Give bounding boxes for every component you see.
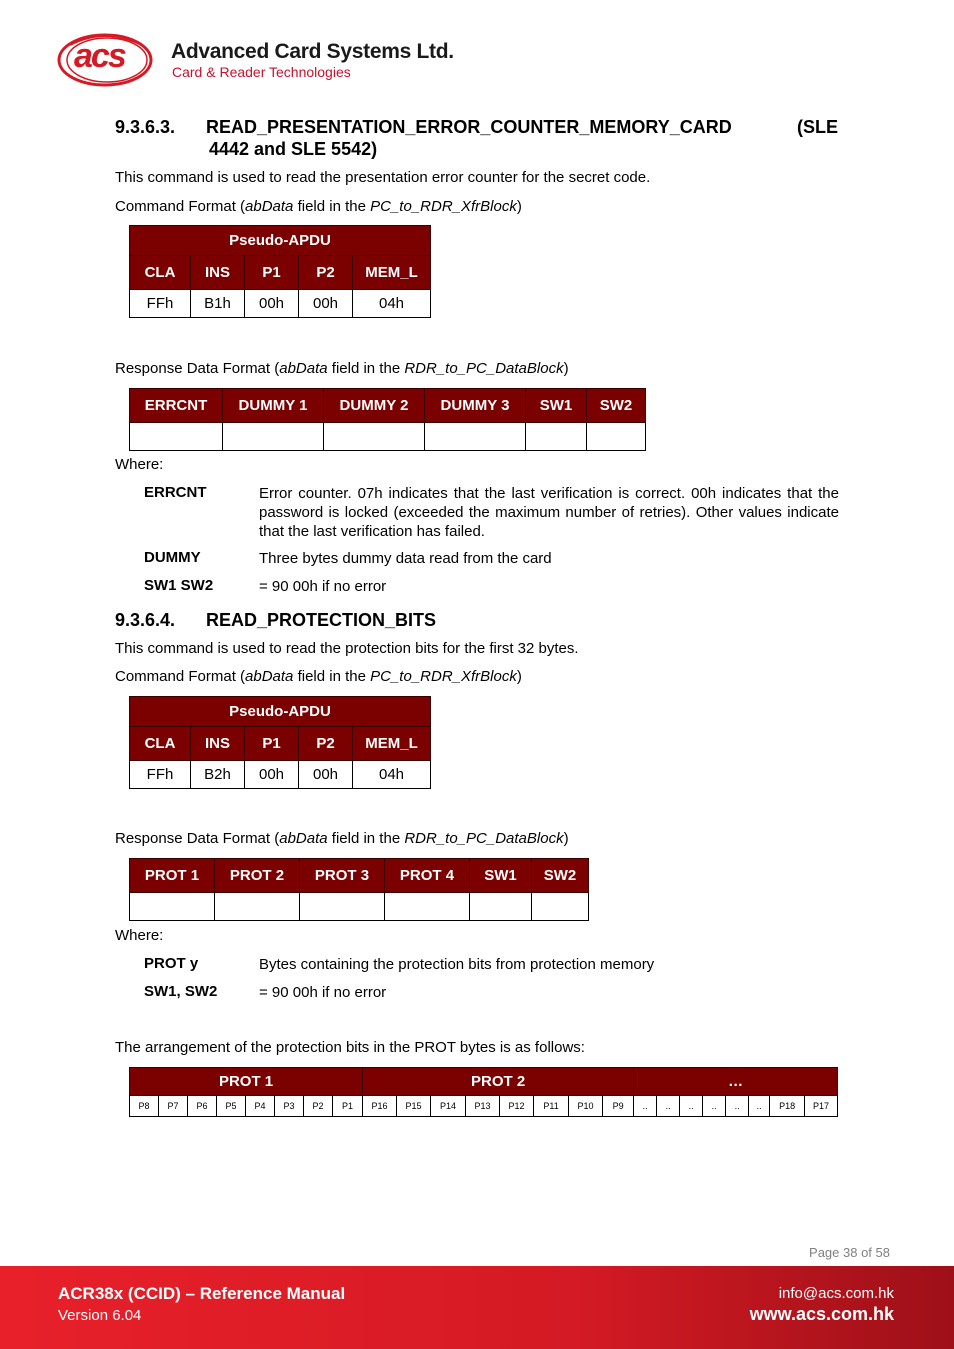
def-term: SW1 SW2 xyxy=(144,577,214,594)
response-table xyxy=(129,858,589,921)
response-table xyxy=(129,388,646,451)
bit-cell: .. xyxy=(680,1096,703,1117)
bit-cell: P14 xyxy=(431,1096,466,1117)
response-cell xyxy=(532,893,589,921)
resp-field: abData xyxy=(279,360,328,377)
cmd-prefix: Command Format ( xyxy=(115,668,246,685)
def-term: ERRCNT xyxy=(144,484,207,501)
bit-cell: .. xyxy=(726,1096,749,1117)
apdu-value: 00h xyxy=(245,761,299,789)
apdu-title: Pseudo-APDU xyxy=(130,697,431,727)
response-cell xyxy=(425,423,526,451)
cmd-prefix: Command Format ( xyxy=(115,198,246,215)
response-header: SW1 xyxy=(470,859,532,893)
response-format-label xyxy=(115,360,569,377)
resp-suffix: ) xyxy=(563,830,569,847)
response-header: DUMMY 3 xyxy=(425,389,526,423)
def-desc: Bytes containing the protection bits from protection memory xyxy=(259,956,655,973)
apdu-table xyxy=(129,225,431,318)
bit-cell: P2 xyxy=(304,1096,333,1117)
apdu-value: B1h xyxy=(191,290,245,318)
apdu-value: 04h xyxy=(353,290,431,318)
footer-title: ACR38x (CCID) – Reference Manual xyxy=(58,1284,346,1303)
cmd-mid: field in the xyxy=(293,198,371,215)
response-header: PROT 4 xyxy=(385,859,470,893)
response-header: SW2 xyxy=(532,859,589,893)
apdu-value: 00h xyxy=(245,290,299,318)
response-cell xyxy=(470,893,532,921)
bits-header: … xyxy=(634,1068,838,1096)
where-label: Where: xyxy=(115,456,164,473)
section-intro: This command is used to read the presentation error counter for the secret code. xyxy=(115,169,651,186)
cmd-field: abData xyxy=(245,668,294,685)
response-header: PROT 2 xyxy=(215,859,300,893)
resp-mid: field in the xyxy=(327,360,405,377)
bit-cell: P13 xyxy=(466,1096,500,1117)
bit-cell: .. xyxy=(749,1096,770,1117)
company-name: Advanced Card Systems Ltd. xyxy=(171,40,454,63)
resp-suffix: ) xyxy=(563,360,569,377)
response-header: DUMMY 2 xyxy=(324,389,425,423)
bits-row xyxy=(130,1096,838,1117)
section-intro: This command is used to read the protection bits for the first 32 bytes. xyxy=(115,640,579,657)
bit-cell: P7 xyxy=(159,1096,188,1117)
bit-cell: P16 xyxy=(363,1096,397,1117)
response-cell xyxy=(385,893,470,921)
cmd-suffix: ) xyxy=(516,668,522,685)
apdu-table xyxy=(129,696,431,789)
bit-cell: P9 xyxy=(603,1096,634,1117)
resp-prefix: Response Data Format ( xyxy=(115,360,280,377)
apdu-header: P2 xyxy=(299,256,353,290)
resp-field: abData xyxy=(279,830,328,847)
def-desc: = 90 00h if no error xyxy=(259,578,387,595)
bit-cell: P5 xyxy=(217,1096,246,1117)
apdu-value: 00h xyxy=(299,290,353,318)
resp-block: RDR_to_PC_DataBlock xyxy=(404,360,564,377)
command-format-label xyxy=(115,668,522,685)
apdu-value: FFh xyxy=(130,290,191,318)
apdu-header: P1 xyxy=(245,256,299,290)
resp-block: RDR_to_PC_DataBlock xyxy=(404,830,564,847)
bit-cell: .. xyxy=(634,1096,657,1117)
apdu-value: FFh xyxy=(130,761,191,789)
section-number: 9.3.6.4. xyxy=(115,610,176,630)
def-desc: = 90 00h if no error xyxy=(259,984,387,1001)
apdu-header: CLA xyxy=(130,256,191,290)
cmd-block: PC_to_RDR_XfrBlock xyxy=(370,668,517,685)
resp-prefix: Response Data Format ( xyxy=(115,830,280,847)
logo-text: acs xyxy=(74,37,125,75)
bit-cell: P11 xyxy=(534,1096,569,1117)
bit-cell: P10 xyxy=(569,1096,603,1117)
apdu-title: Pseudo-APDU xyxy=(130,226,431,256)
footer-website: www.acs.com.hk xyxy=(749,1304,894,1324)
def-term: DUMMY xyxy=(144,549,201,566)
apdu-header: MEM_L xyxy=(353,727,431,761)
response-header: ERRCNT xyxy=(130,389,223,423)
response-header: DUMMY 1 xyxy=(223,389,324,423)
bits-header: PROT 1 xyxy=(130,1068,363,1096)
apdu-header: INS xyxy=(191,727,245,761)
bit-cell: .. xyxy=(657,1096,680,1117)
bit-cell: P17 xyxy=(805,1096,838,1117)
response-header: SW2 xyxy=(587,389,646,423)
section-heading: READ_PROTECTION_BITS xyxy=(206,610,437,630)
section-heading-cont: 4442 and SLE 5542) xyxy=(209,139,378,159)
resp-mid: field in the xyxy=(327,830,405,847)
bits-header: PROT 2 xyxy=(363,1068,634,1096)
page-number: Page 38 of 58 xyxy=(809,1245,890,1260)
where-label: Where: xyxy=(115,927,164,944)
def-term: SW1, SW2 xyxy=(144,983,218,1000)
bit-cell: P8 xyxy=(130,1096,159,1117)
response-cell xyxy=(587,423,646,451)
cmd-mid: field in the xyxy=(293,668,371,685)
response-header: PROT 1 xyxy=(130,859,215,893)
def-term: PROT y xyxy=(144,955,199,972)
bit-cell: .. xyxy=(703,1096,726,1117)
footer xyxy=(0,1266,954,1349)
apdu-header: CLA xyxy=(130,727,191,761)
response-cell xyxy=(215,893,300,921)
bit-cell: P1 xyxy=(333,1096,363,1117)
section-heading: READ_PRESENTATION_ERROR_COUNTER_MEMORY_CARD (SLE xyxy=(206,117,838,137)
section-number: 9.3.6.3. xyxy=(115,117,176,137)
response-cell xyxy=(130,423,223,451)
apdu-header: MEM_L xyxy=(353,256,431,290)
footer-version: Version 6.04 xyxy=(58,1307,142,1324)
cmd-suffix: ) xyxy=(516,198,522,215)
response-cell xyxy=(324,423,425,451)
response-cell xyxy=(526,423,587,451)
company-tagline: Card & Reader Technologies xyxy=(172,64,351,80)
apdu-header: P1 xyxy=(245,727,299,761)
apdu-header: INS xyxy=(191,256,245,290)
def-desc: Three bytes dummy data read from the card xyxy=(259,550,552,567)
command-format-label xyxy=(115,198,522,215)
response-header: SW1 xyxy=(526,389,587,423)
response-cell xyxy=(223,423,324,451)
response-cell xyxy=(300,893,385,921)
cmd-field: abData xyxy=(245,198,294,215)
bit-cell: P18 xyxy=(770,1096,805,1117)
arrangement-text: The arrangement of the protection bits in the PROT bytes is as follows: xyxy=(115,1039,585,1056)
apdu-value: B2h xyxy=(191,761,245,789)
cmd-block: PC_to_RDR_XfrBlock xyxy=(370,198,517,215)
protection-bits-table xyxy=(129,1067,838,1117)
apdu-header: P2 xyxy=(299,727,353,761)
response-cell xyxy=(130,893,215,921)
bit-cell: P12 xyxy=(500,1096,534,1117)
bit-cell: P6 xyxy=(188,1096,217,1117)
response-header: PROT 3 xyxy=(300,859,385,893)
bit-cell: P15 xyxy=(397,1096,431,1117)
bit-cell: P3 xyxy=(275,1096,304,1117)
bit-cell: P4 xyxy=(246,1096,275,1117)
apdu-value: 00h xyxy=(299,761,353,789)
apdu-value: 04h xyxy=(353,761,431,789)
footer-email: info@acs.com.hk xyxy=(778,1285,894,1302)
def-desc: Error counter. 07h indicates that the last verification is correct. 00h indicates that the password is locked (exceeded the maximum number of retries). Other values indicate that the last verification has failed. xyxy=(259,485,839,540)
response-format-label xyxy=(115,830,569,847)
